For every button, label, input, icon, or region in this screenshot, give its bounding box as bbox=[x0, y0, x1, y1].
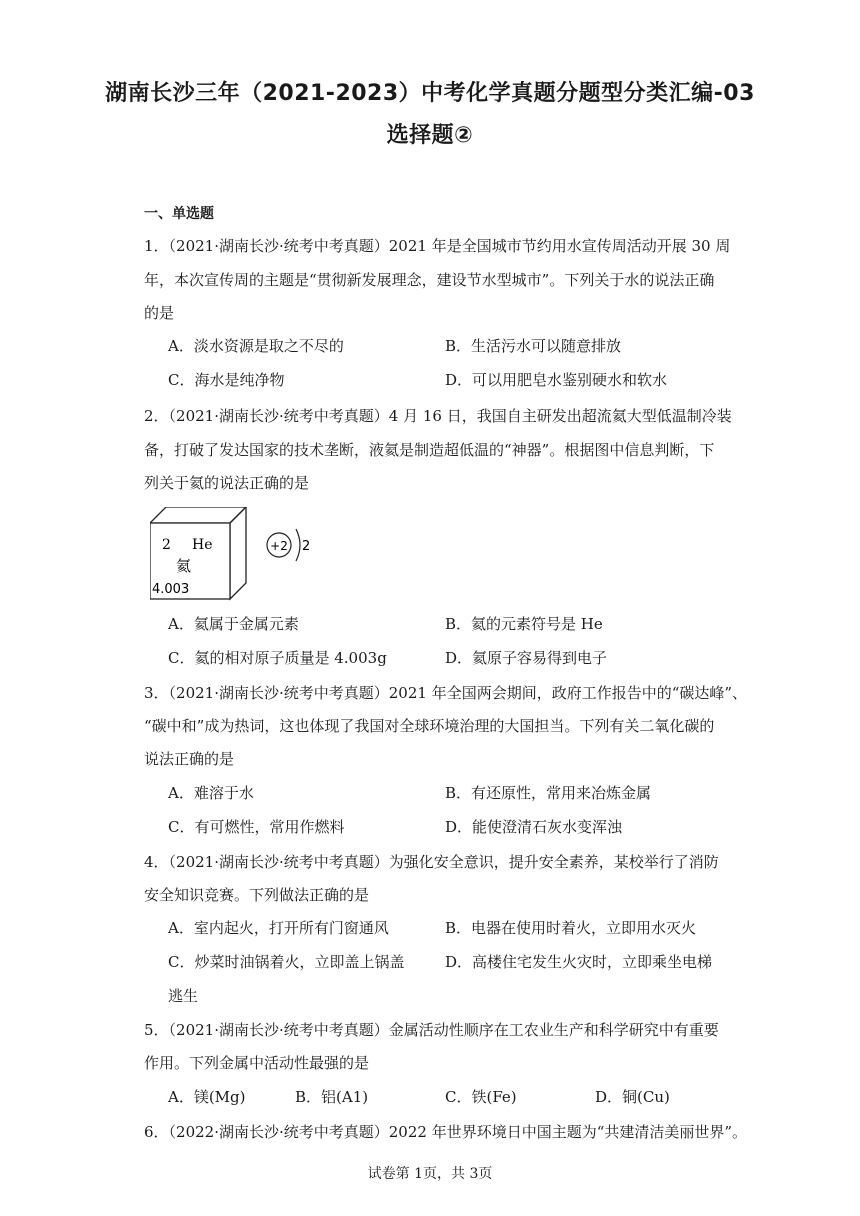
q2-option-a: A．氦属于金属元素 bbox=[168, 615, 299, 633]
q3-option-a: A．难溶于水 bbox=[168, 784, 254, 802]
page-footer: 试卷第 1页，共 3页 bbox=[367, 1166, 493, 1182]
q4-line-2: 安全知识竞赛。下列做法正确的是 bbox=[144, 886, 370, 904]
q2-option-d: D．氦原子容易得到电子 bbox=[445, 649, 608, 667]
q5-option-b: B．铝(A1) bbox=[295, 1088, 369, 1106]
electron-count: 2 bbox=[302, 539, 310, 554]
atomic-mass: 4.003 bbox=[152, 582, 190, 597]
q4-option-c: C．炒菜时油锅着火，立即盖上锅盖 bbox=[168, 953, 405, 971]
q3-option-d: D．能使澄清石灰水变浑浊 bbox=[445, 818, 623, 836]
q5-line-1: 5．（2021·湖南长沙·统考中考真题）金属活动性顺序在工农业生产和科学研究中有重要 bbox=[144, 1021, 719, 1039]
q2-line-1: 2．（2021·湖南长沙·统考中考真题）4 月 16 日，我国自主研发出超流氦大型低温制冷装 bbox=[144, 407, 732, 425]
q1-option-d: D．可以用肥皂水鉴别硬水和软水 bbox=[445, 371, 668, 389]
q1-option-b: B．生活污水可以随意排放 bbox=[445, 337, 622, 355]
q4-option-a: A．室内起火，打开所有门窗通风 bbox=[168, 919, 389, 937]
section-heading: 一、单选题 bbox=[144, 206, 214, 222]
q1-line-2: 年，本次宣传周的主题是“贯彻新发展理念，建设节水型城市”。下列关于水的说法正确 bbox=[144, 271, 715, 289]
element-name: 氦 bbox=[176, 557, 192, 575]
element-symbol: He bbox=[192, 537, 213, 553]
document-title-line-2: 选择题② bbox=[386, 123, 474, 148]
helium-figure bbox=[150, 507, 310, 607]
q3-option-b: B．有还原性，常用来冶炼金属 bbox=[445, 784, 652, 802]
q5-option-a: A．镁(Mg) bbox=[168, 1088, 246, 1106]
q3-line-2: “碳中和”成为热词，这也体现了我国对全球环境治理的大国担当。下列有关二氧化碳的 bbox=[144, 717, 715, 735]
q1-line-1: 1．（2021·湖南长沙·统考中考真题）2021 年是全国城市节约用水宣传周活动开展 30 周 bbox=[144, 237, 731, 255]
electron-shell-arc bbox=[296, 529, 300, 561]
q4-option-d: D．高楼住宅发生火灾时，立即乘坐电梯 bbox=[445, 953, 713, 971]
q2-option-b: B．氦的元素符号是 He bbox=[445, 615, 603, 633]
q5-line-2: 作用。下列金属中活动性最强的是 bbox=[144, 1054, 370, 1072]
q4-option-d-continued: 逃生 bbox=[168, 987, 199, 1005]
q4-option-b: B．电器在使用时着火，立即用水灭火 bbox=[445, 919, 697, 937]
q3-option-c: C．有可燃性，常用作燃料 bbox=[168, 818, 345, 836]
q5-option-d: D．铜(Cu) bbox=[595, 1088, 670, 1106]
q2-line-3: 列关于氦的说法正确的是 bbox=[144, 474, 310, 492]
cube-side-face bbox=[230, 507, 246, 599]
q2-line-2: 备，打破了发达国家的技术垄断，液氦是制造超低温的“神器”。根据图中信息判断，下 bbox=[144, 441, 715, 459]
helium-diagram bbox=[150, 507, 310, 603]
q1-option-a: A．淡水资源是取之不尽的 bbox=[168, 337, 344, 355]
q4-line-1: 4．（2021·湖南长沙·统考中考真题）为强化安全意识，提升安全素养，某校举行了消防 bbox=[144, 853, 719, 871]
q1-option-c: C．海水是纯净物 bbox=[168, 371, 285, 389]
atomic-number: 2 bbox=[162, 537, 171, 553]
q3-line-1: 3．（2021·湖南长沙·统考中考真题）2021 年全国两会期间，政府工作报告中的“碳达峰”、 bbox=[144, 684, 748, 702]
q2-option-c: C．氦的相对原子质量是 4.003g bbox=[168, 649, 387, 667]
q3-line-3: 说法正确的是 bbox=[144, 750, 235, 768]
q5-option-c: C．铁(Fe) bbox=[445, 1088, 517, 1106]
q1-line-3: 的是 bbox=[144, 304, 175, 322]
nucleus-charge: +2 bbox=[270, 539, 288, 553]
document-title-line-1: 湖南长沙三年（2021-2023）中考化学真题分题型分类汇编-03 bbox=[105, 81, 755, 106]
q6-line-1: 6．（2022·湖南长沙·统考中考真题）2022 年世界环境日中国主题为“共建清洁美丽世界”。 bbox=[144, 1123, 748, 1141]
